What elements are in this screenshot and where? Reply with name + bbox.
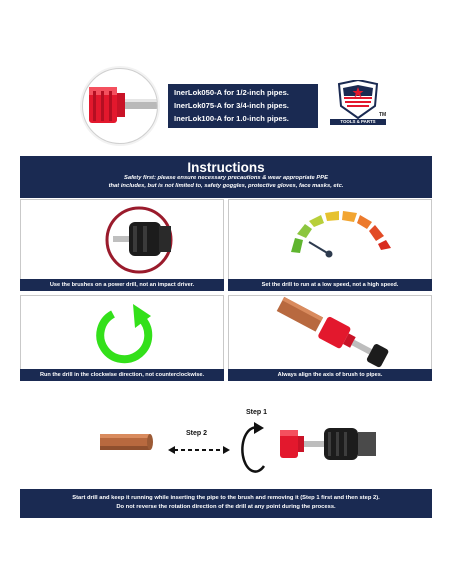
- procedure-note-line: Do not reverse the rotation direction of the drill at any point during the process.: [116, 504, 336, 510]
- copper-pipe-image: [98, 432, 154, 452]
- rotation-arrow-icon: [240, 422, 272, 476]
- brush-product-image: [82, 68, 158, 144]
- product-line: InerLok100-A for 1.0-inch pipes.: [174, 114, 289, 123]
- instructions-banner: [20, 156, 432, 198]
- step-2-label: Step 2: [186, 430, 208, 437]
- drill-chuck-icon: [21, 200, 224, 280]
- instructions-title: Instructions: [187, 160, 265, 175]
- step-caption: Use the brushes on a power drill, not an impact driver.: [20, 279, 224, 291]
- speed-gauge-icon: [229, 200, 432, 280]
- product-line: InerLok050-A for 1/2-inch pipes.: [174, 88, 289, 97]
- clockwise-arrow-icon: [21, 296, 224, 370]
- procedure-note: [20, 489, 432, 518]
- double-arrow-icon: [168, 442, 230, 452]
- step-caption: Always align the axis of brush to pipes.: [228, 369, 432, 381]
- step-panel-speed: [228, 199, 432, 291]
- logo-text: TOOLS & PARTS: [330, 119, 386, 125]
- product-size-list: [168, 84, 318, 128]
- drill-with-brush-image: [278, 422, 378, 466]
- brand-logo: [330, 80, 386, 128]
- step-caption: Set the drill to run at a low speed, not a high speed.: [228, 279, 432, 291]
- trademark-mark: TM: [379, 112, 387, 118]
- brush-pipe-alignment-icon: [229, 296, 432, 370]
- safety-note-line: that includes, but is not limited to, safety goggles, protective gloves, face masks, etc.: [108, 182, 344, 189]
- step-caption: Run the drill in the clockwise direction, not counterclockwise.: [20, 369, 224, 381]
- step-panel-drill: [20, 199, 224, 291]
- product-line: InerLok075-A for 3/4-inch pipes.: [174, 101, 289, 110]
- step-1-label: Step 1: [246, 409, 268, 416]
- procedure-note-line: Start drill and keep it running while inserting the pipe to the brush and removing it (Step 1 first and then step 2).: [72, 495, 380, 501]
- safety-note-line: Safety first: please ensure necessary precautions & wear appropriate PPE: [124, 175, 328, 181]
